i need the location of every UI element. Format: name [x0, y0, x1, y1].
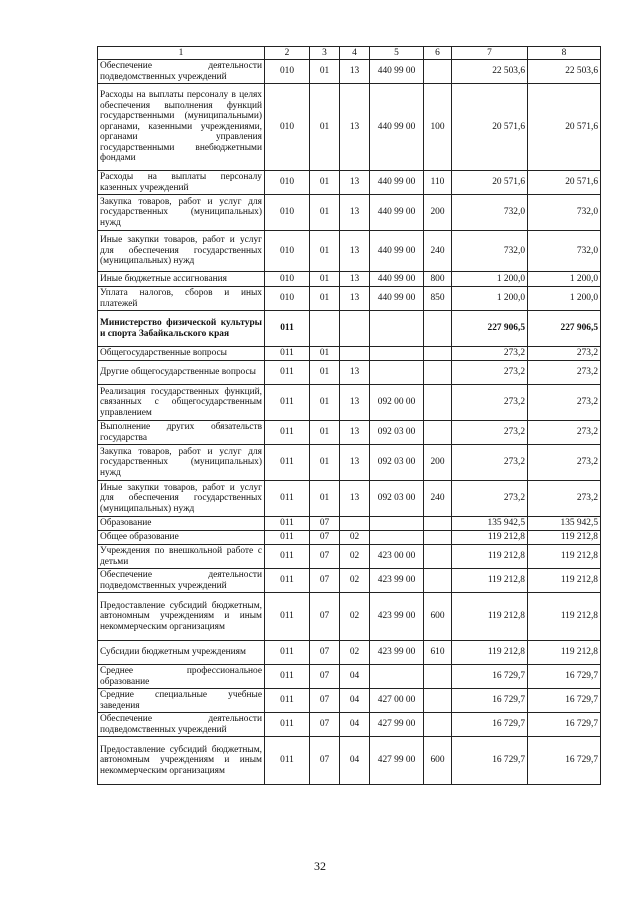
code-cell: 011: [265, 311, 310, 347]
subsection-cell: 13: [340, 84, 370, 171]
amount-cell: 1 200,0: [528, 287, 601, 311]
row-name-cell: Учреждения по внешкольной работе с детьми: [98, 545, 265, 569]
table-row: [98, 421, 601, 445]
table-row: [98, 689, 601, 713]
code-cell: 011: [265, 569, 310, 593]
code-cell: 010: [265, 60, 310, 84]
expense-type-cell: [424, 545, 452, 569]
target-article-cell: 423 99 00: [370, 569, 424, 593]
subsection-cell: 13: [340, 421, 370, 445]
row-name-cell: Иные закупки товаров, работ и услуг для обеспечения государственных (муниципальных) нужд: [98, 231, 265, 272]
expense-type-cell: [424, 385, 452, 421]
section-cell: 07: [310, 641, 340, 665]
row-name-cell: Иные закупки товаров, работ и услуг для обеспечения государственных (муниципальных) нужд: [98, 481, 265, 517]
target-article-cell: [370, 347, 424, 361]
amount-cell: 273,2: [452, 347, 528, 361]
amount-cell: 119 212,8: [452, 593, 528, 641]
amount-cell: 119 212,8: [528, 593, 601, 641]
expense-type-cell: [424, 517, 452, 531]
target-article-cell: 092 03 00: [370, 421, 424, 445]
amount-cell: 22 503,6: [528, 60, 601, 84]
row-name-cell: Обеспечение деятельности подведомственных учреждений: [98, 569, 265, 593]
amount-cell: 273,2: [528, 481, 601, 517]
row-name-cell: Другие общегосударственные вопросы: [98, 361, 265, 385]
expense-type-cell: [424, 311, 452, 347]
amount-cell: 16 729,7: [452, 689, 528, 713]
row-name-cell: Закупка товаров, работ и услуг для государственных (муниципальных) нужд: [98, 445, 265, 481]
subsection-cell: 13: [340, 481, 370, 517]
amount-cell: 1 200,0: [452, 287, 528, 311]
row-name-cell: Реализация государственных функций, связанных с общегосударственным управлением: [98, 385, 265, 421]
table-row: [98, 593, 601, 641]
target-article-cell: [370, 361, 424, 385]
section-cell: 01: [310, 60, 340, 84]
section-cell: 01: [310, 171, 340, 195]
table-row: [98, 272, 601, 287]
header-cell: 4: [340, 47, 370, 60]
section-cell: 07: [310, 713, 340, 737]
amount-cell: 119 212,8: [528, 531, 601, 545]
row-name-cell: Общее образование: [98, 531, 265, 545]
expense-type-cell: 240: [424, 231, 452, 272]
amount-cell: 119 212,8: [452, 641, 528, 665]
table-row: [98, 231, 601, 272]
table-row: [98, 737, 601, 785]
target-article-cell: 440 99 00: [370, 171, 424, 195]
target-article-cell: [370, 531, 424, 545]
code-cell: 011: [265, 713, 310, 737]
target-article-cell: 423 00 00: [370, 545, 424, 569]
subsection-cell: [340, 311, 370, 347]
target-article-cell: 423 99 00: [370, 641, 424, 665]
amount-cell: 16 729,7: [452, 713, 528, 737]
target-article-cell: 440 99 00: [370, 195, 424, 231]
section-cell: 01: [310, 481, 340, 517]
section-cell: 01: [310, 231, 340, 272]
expense-type-cell: [424, 421, 452, 445]
table-row: [98, 445, 601, 481]
target-article-cell: 440 99 00: [370, 287, 424, 311]
table-row: [98, 311, 601, 347]
target-article-cell: 440 99 00: [370, 231, 424, 272]
section-cell: 01: [310, 347, 340, 361]
subsection-cell: 13: [340, 231, 370, 272]
section-cell: 07: [310, 517, 340, 531]
row-name-cell: Субсидии бюджетным учреждениям: [98, 641, 265, 665]
amount-cell: 273,2: [528, 421, 601, 445]
expense-type-cell: [424, 361, 452, 385]
code-cell: 011: [265, 545, 310, 569]
amount-cell: 119 212,8: [528, 545, 601, 569]
subsection-cell: 13: [340, 272, 370, 287]
section-cell: 07: [310, 593, 340, 641]
code-cell: 011: [265, 517, 310, 531]
code-cell: 011: [265, 689, 310, 713]
table-row: [98, 569, 601, 593]
code-cell: 011: [265, 481, 310, 517]
amount-cell: 273,2: [528, 361, 601, 385]
section-cell: 07: [310, 545, 340, 569]
amount-cell: 135 942,5: [452, 517, 528, 531]
amount-cell: 119 212,8: [452, 569, 528, 593]
expense-type-cell: 600: [424, 593, 452, 641]
amount-cell: 273,2: [452, 445, 528, 481]
target-article-cell: 092 03 00: [370, 481, 424, 517]
row-name-cell: Расходы на выплаты персоналу в целях обеспечения выполнения функций государственными (муниципальными) органами, казенными учреждениями, органами управления государственными внебюджетными фондами: [98, 84, 265, 171]
expense-type-cell: 200: [424, 445, 452, 481]
table-row: [98, 347, 601, 361]
code-cell: 011: [265, 347, 310, 361]
section-cell: [310, 311, 340, 347]
target-article-cell: 427 99 00: [370, 737, 424, 785]
table-row: [98, 531, 601, 545]
code-cell: 011: [265, 665, 310, 689]
subsection-cell: 13: [340, 385, 370, 421]
amount-cell: 119 212,8: [452, 531, 528, 545]
amount-cell: 732,0: [452, 195, 528, 231]
target-article-cell: [370, 517, 424, 531]
header-cell: 6: [424, 47, 452, 60]
table-row: [98, 361, 601, 385]
code-cell: 010: [265, 287, 310, 311]
code-cell: 011: [265, 361, 310, 385]
amount-cell: 119 212,8: [528, 641, 601, 665]
row-name-cell: Расходы на выплаты персоналу казенных учреждений: [98, 171, 265, 195]
code-cell: 010: [265, 231, 310, 272]
amount-cell: 16 729,7: [528, 665, 601, 689]
amount-cell: 20 571,6: [452, 84, 528, 171]
subsection-cell: 04: [340, 737, 370, 785]
amount-cell: 227 906,5: [528, 311, 601, 347]
expense-type-cell: 240: [424, 481, 452, 517]
section-cell: 01: [310, 361, 340, 385]
header-cell: 5: [370, 47, 424, 60]
subsection-cell: [340, 517, 370, 531]
header-row: [98, 47, 601, 60]
code-cell: 011: [265, 737, 310, 785]
row-name-cell: Предоставление субсидий бюджетным, автономным учреждениям и иным некоммерческим организациям: [98, 737, 265, 785]
expense-type-cell: 100: [424, 84, 452, 171]
code-cell: 011: [265, 593, 310, 641]
expense-type-cell: [424, 347, 452, 361]
row-name-cell: Среднее профессиональное образование: [98, 665, 265, 689]
section-cell: 01: [310, 421, 340, 445]
section-cell: 01: [310, 385, 340, 421]
code-cell: 010: [265, 272, 310, 287]
code-cell: 011: [265, 445, 310, 481]
row-name-cell: Выполнение других обязательств государства: [98, 421, 265, 445]
table-body: [98, 60, 601, 785]
row-name-cell: Обеспечение деятельности подведомственных учреждений: [98, 713, 265, 737]
row-name-cell: Иные бюджетные ассигнования: [98, 272, 265, 287]
target-article-cell: 092 00 00: [370, 385, 424, 421]
row-name-cell: Предоставление субсидий бюджетным, автономным учреждениям и иным некоммерческим организациям: [98, 593, 265, 641]
table-row: [98, 641, 601, 665]
table-row: [98, 195, 601, 231]
section-cell: 07: [310, 531, 340, 545]
subsection-cell: 13: [340, 171, 370, 195]
target-article-cell: 440 99 00: [370, 60, 424, 84]
expense-type-cell: [424, 665, 452, 689]
code-cell: 010: [265, 171, 310, 195]
section-cell: 01: [310, 84, 340, 171]
amount-cell: 22 503,6: [452, 60, 528, 84]
header-cell: 3: [310, 47, 340, 60]
section-cell: 01: [310, 272, 340, 287]
subsection-cell: 02: [340, 531, 370, 545]
expense-type-cell: 850: [424, 287, 452, 311]
amount-cell: 227 906,5: [452, 311, 528, 347]
target-article-cell: [370, 665, 424, 689]
section-cell: 07: [310, 665, 340, 689]
expense-type-cell: 800: [424, 272, 452, 287]
subsection-cell: 13: [340, 60, 370, 84]
code-cell: 010: [265, 84, 310, 171]
amount-cell: 16 729,7: [452, 665, 528, 689]
target-article-cell: 427 99 00: [370, 713, 424, 737]
amount-cell: 20 571,6: [528, 84, 601, 171]
subsection-cell: 04: [340, 713, 370, 737]
section-cell: 01: [310, 287, 340, 311]
subsection-cell: 13: [340, 445, 370, 481]
amount-cell: 119 212,8: [528, 569, 601, 593]
amount-cell: 16 729,7: [452, 737, 528, 785]
row-name-cell: Закупка товаров, работ и услуг для государственных (муниципальных) нужд: [98, 195, 265, 231]
row-name-cell: Средние специальные учебные заведения: [98, 689, 265, 713]
subsection-cell: 04: [340, 665, 370, 689]
expense-type-cell: [424, 713, 452, 737]
table-row: [98, 287, 601, 311]
amount-cell: 1 200,0: [452, 272, 528, 287]
expense-type-cell: [424, 689, 452, 713]
expense-type-cell: [424, 60, 452, 84]
table-row: [98, 481, 601, 517]
amount-cell: 273,2: [528, 385, 601, 421]
expense-type-cell: 610: [424, 641, 452, 665]
subsection-cell: 02: [340, 593, 370, 641]
table-row: [98, 171, 601, 195]
amount-cell: 273,2: [452, 421, 528, 445]
target-article-cell: 440 99 00: [370, 272, 424, 287]
code-cell: 011: [265, 641, 310, 665]
subsection-cell: 02: [340, 569, 370, 593]
table-row: [98, 84, 601, 171]
target-article-cell: [370, 311, 424, 347]
header-cell: 2: [265, 47, 310, 60]
header-cell: 1: [98, 47, 265, 60]
section-cell: 07: [310, 569, 340, 593]
amount-cell: 273,2: [528, 347, 601, 361]
section-cell: 07: [310, 737, 340, 785]
expense-type-cell: [424, 569, 452, 593]
budget-table: [97, 46, 601, 785]
table-row: [98, 665, 601, 689]
header-cell: 7: [452, 47, 528, 60]
code-cell: 010: [265, 195, 310, 231]
subsection-cell: 13: [340, 195, 370, 231]
amount-cell: 20 571,6: [452, 171, 528, 195]
table-row: [98, 517, 601, 531]
expense-type-cell: 200: [424, 195, 452, 231]
amount-cell: 135 942,5: [528, 517, 601, 531]
section-cell: 01: [310, 195, 340, 231]
subsection-cell: 13: [340, 361, 370, 385]
amount-cell: 273,2: [452, 481, 528, 517]
subsection-cell: 04: [340, 689, 370, 713]
page-number: 32: [314, 859, 326, 873]
amount-cell: 16 729,7: [528, 689, 601, 713]
code-cell: 011: [265, 385, 310, 421]
target-article-cell: 427 00 00: [370, 689, 424, 713]
amount-cell: 273,2: [452, 361, 528, 385]
amount-cell: 273,2: [452, 385, 528, 421]
section-cell: 07: [310, 689, 340, 713]
amount-cell: 732,0: [528, 195, 601, 231]
expense-type-cell: [424, 531, 452, 545]
table-row: [98, 385, 601, 421]
subsection-cell: 13: [340, 287, 370, 311]
amount-cell: 119 212,8: [452, 545, 528, 569]
table-row: [98, 545, 601, 569]
expense-type-cell: 110: [424, 171, 452, 195]
amount-cell: 273,2: [528, 445, 601, 481]
amount-cell: 16 729,7: [528, 737, 601, 785]
row-name-cell: Уплата налогов, сборов и иных платежей: [98, 287, 265, 311]
row-name-cell: Министерство физической культуры и спорта Забайкальского края: [98, 311, 265, 347]
code-cell: 011: [265, 531, 310, 545]
target-article-cell: 440 99 00: [370, 84, 424, 171]
subsection-cell: 02: [340, 545, 370, 569]
amount-cell: 20 571,6: [528, 171, 601, 195]
section-cell: 01: [310, 445, 340, 481]
expense-type-cell: 600: [424, 737, 452, 785]
target-article-cell: 092 03 00: [370, 445, 424, 481]
amount-cell: 732,0: [452, 231, 528, 272]
amount-cell: 732,0: [528, 231, 601, 272]
table-row: [98, 60, 601, 84]
row-name-cell: Обеспечение деятельности подведомственных учреждений: [98, 60, 265, 84]
header-cell: 8: [528, 47, 601, 60]
subsection-cell: 02: [340, 641, 370, 665]
code-cell: 011: [265, 421, 310, 445]
row-name-cell: Общегосударственные вопросы: [98, 347, 265, 361]
table-row: [98, 713, 601, 737]
subsection-cell: [340, 347, 370, 361]
amount-cell: 1 200,0: [528, 272, 601, 287]
amount-cell: 16 729,7: [528, 713, 601, 737]
target-article-cell: 423 99 00: [370, 593, 424, 641]
row-name-cell: Образование: [98, 517, 265, 531]
